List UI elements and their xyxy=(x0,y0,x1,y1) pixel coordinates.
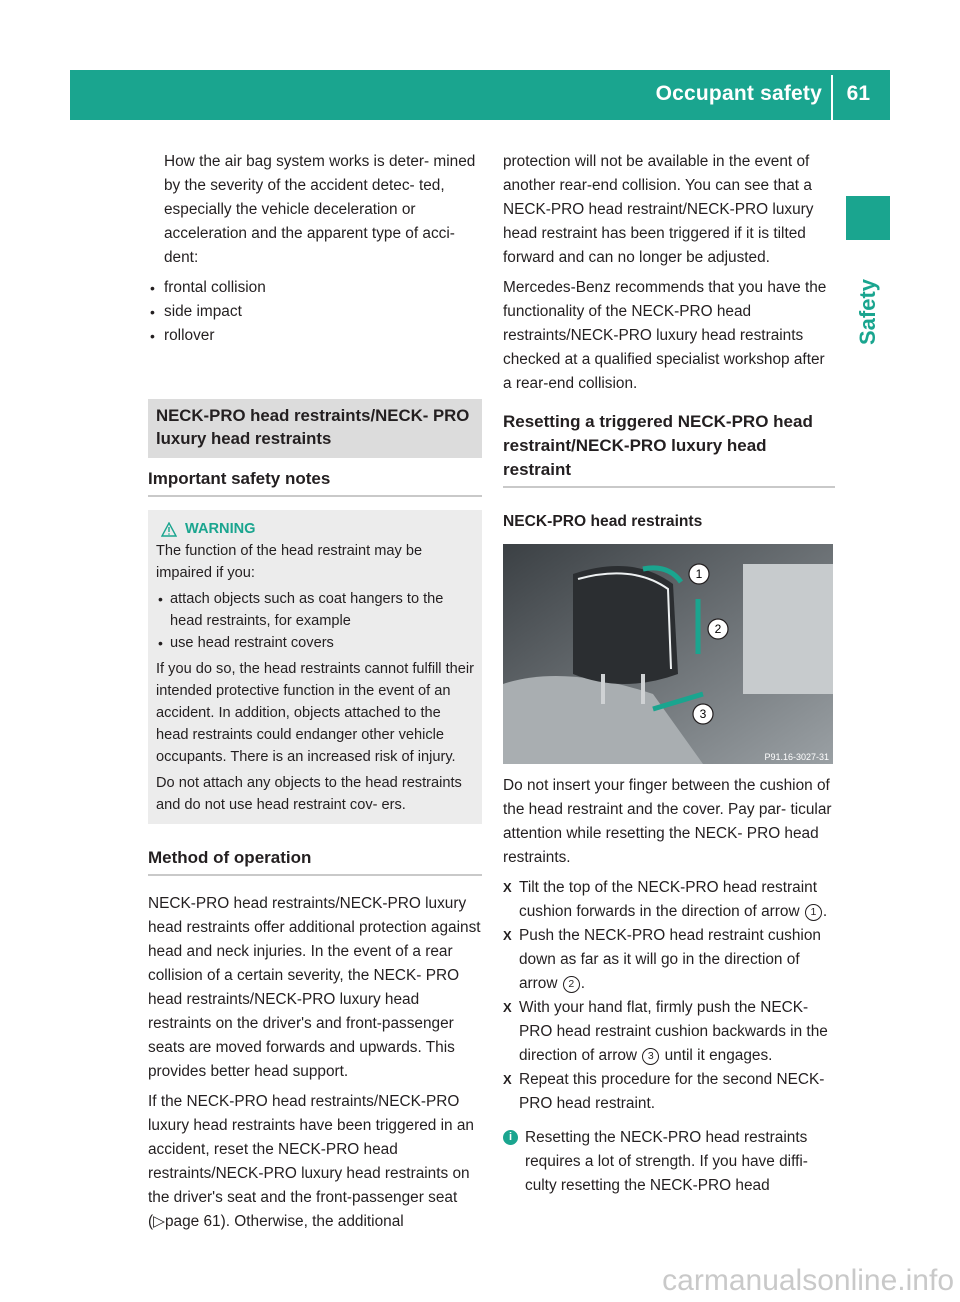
safety-notes-heading: Important safety notes xyxy=(148,467,482,497)
subheading: NECK-PRO head restraints xyxy=(503,513,703,530)
warning-title: WARNING xyxy=(185,521,256,537)
page-number: 61 xyxy=(846,82,870,105)
step-3: X With your hand flat, firmly push the NECK- PRO head restraint cushion backwards in the direction of arrow 3 until it engages. xyxy=(503,996,835,1068)
list-item: • use head restraint covers xyxy=(156,632,474,654)
collision-type-list xyxy=(148,276,482,348)
list-item: • rollover xyxy=(148,324,482,348)
info-text: Resetting the NECK-PRO head restraints requires a lot of strength. If you have diffi- culty resetting the NECK-PRO head xyxy=(525,1129,808,1194)
right-column xyxy=(503,150,835,1198)
intro-paragraph: How the air bag system works is deter- mined by the severity of the accident detec- ted, especially the vehicle deceleration or acceleration and the apparent type of acci- dent: xyxy=(164,153,476,266)
arrow-1-ref: 1 xyxy=(805,904,822,921)
svg-text:2: 2 xyxy=(714,622,722,636)
info-note xyxy=(503,1126,835,1198)
warning-box xyxy=(148,510,482,824)
arrow-2-ref: 2 xyxy=(563,976,580,993)
continued-paragraph: protection will not be available in the event of another rear-end collision. You can see that a NECK-PRO head restraint/NECK-PRO luxury head restraint has been triggered if it is tilted forward and can no longer be adjusted. xyxy=(503,153,814,266)
page-ref-arrow-icon: ▷ xyxy=(153,1213,165,1230)
caution-paragraph: Do not insert your finger between the cushion of the head restraint and the cover. Pay par- ticular attention while resetting the NECK- PRO head restraints. xyxy=(503,777,832,866)
list-item: • frontal collision xyxy=(148,276,482,300)
arrow-3-ref: 3 xyxy=(642,1048,659,1065)
warning-consequence: If you do so, the head restraints cannot fulfill their intended protective function in the event of an accident. In addition, objects attached to the head restraints could endanger other vehicle occupants. There is an increased risk of injury. xyxy=(156,661,474,765)
head-restraint-figure xyxy=(503,544,833,764)
left-column xyxy=(148,150,482,1240)
warning-instruction: Do not attach any objects to the head restraints and do not use head restraint cov- ers. xyxy=(156,775,462,813)
method-paragraph: NECK-PRO head restraints/NECK-PRO luxury head restraints offer additional protection against head and neck injuries. In the event of a rear collision of a certain severity, the NECK- PRO head restraints/NECK-PRO luxury head restraints on the driver's and front-passenger seats are moved forwards and upwards. This provides better head support. xyxy=(148,895,481,1080)
step-4: X Repeat this procedure for the second NECK-PRO head restraint. xyxy=(503,1068,835,1116)
figure-code: P91.16-3027-31 xyxy=(764,752,829,762)
list-item: • side impact xyxy=(148,300,482,324)
warning-lead: The function of the head restraint may be impaired if you: xyxy=(156,543,423,581)
header-bar xyxy=(70,70,890,120)
chapter-label: Safety xyxy=(855,278,880,346)
header-divider xyxy=(831,75,833,120)
header-title: Occupant safety xyxy=(655,82,822,105)
section-title: NECK-PRO head restraints/NECK- PRO luxury head restraints xyxy=(148,399,482,458)
page-reference-link[interactable]: page 61 xyxy=(164,1213,221,1230)
step-1: X Tilt the top of the NECK-PRO head restraint cushion forwards in the direction of arrow 1 . xyxy=(503,876,835,924)
warning-triangle-icon xyxy=(161,522,177,537)
list-item: • attach objects such as coat hangers to the head restraints, for example xyxy=(156,588,474,632)
reset-paragraph: If the NECK-PRO head restraints/NECK-PRO luxury head restraints have been triggered in an accident, reset the NECK-PRO head restraints/NECK-PRO luxury head restraints on the driver's seat and the front-passenger seat (▷page 61). Otherwise, the additional xyxy=(148,1093,474,1230)
svg-text:1: 1 xyxy=(695,567,703,581)
head-restraint-illustration xyxy=(503,544,833,764)
method-heading: Method of operation xyxy=(148,846,482,876)
warning-list xyxy=(156,588,474,654)
info-icon: i xyxy=(503,1130,518,1145)
reset-heading: Resetting a triggered NECK-PRO head restraint/NECK-PRO luxury head restraint xyxy=(503,410,835,488)
chapter-tab xyxy=(846,196,890,240)
step-2: X Push the NECK-PRO head restraint cushion down as far as it will go in the direction of arrow 2 . xyxy=(503,924,835,996)
recommendation-paragraph: Mercedes-Benz recommends that you have the functionality of the NECK-PRO head restraints/NECK-PRO luxury head restraints checked at a qualified specialist workshop after a rear-end collision. xyxy=(503,279,827,392)
watermark: carmanualsonline.info xyxy=(662,1264,954,1297)
svg-text:3: 3 xyxy=(699,707,707,721)
warning-header xyxy=(156,518,474,540)
